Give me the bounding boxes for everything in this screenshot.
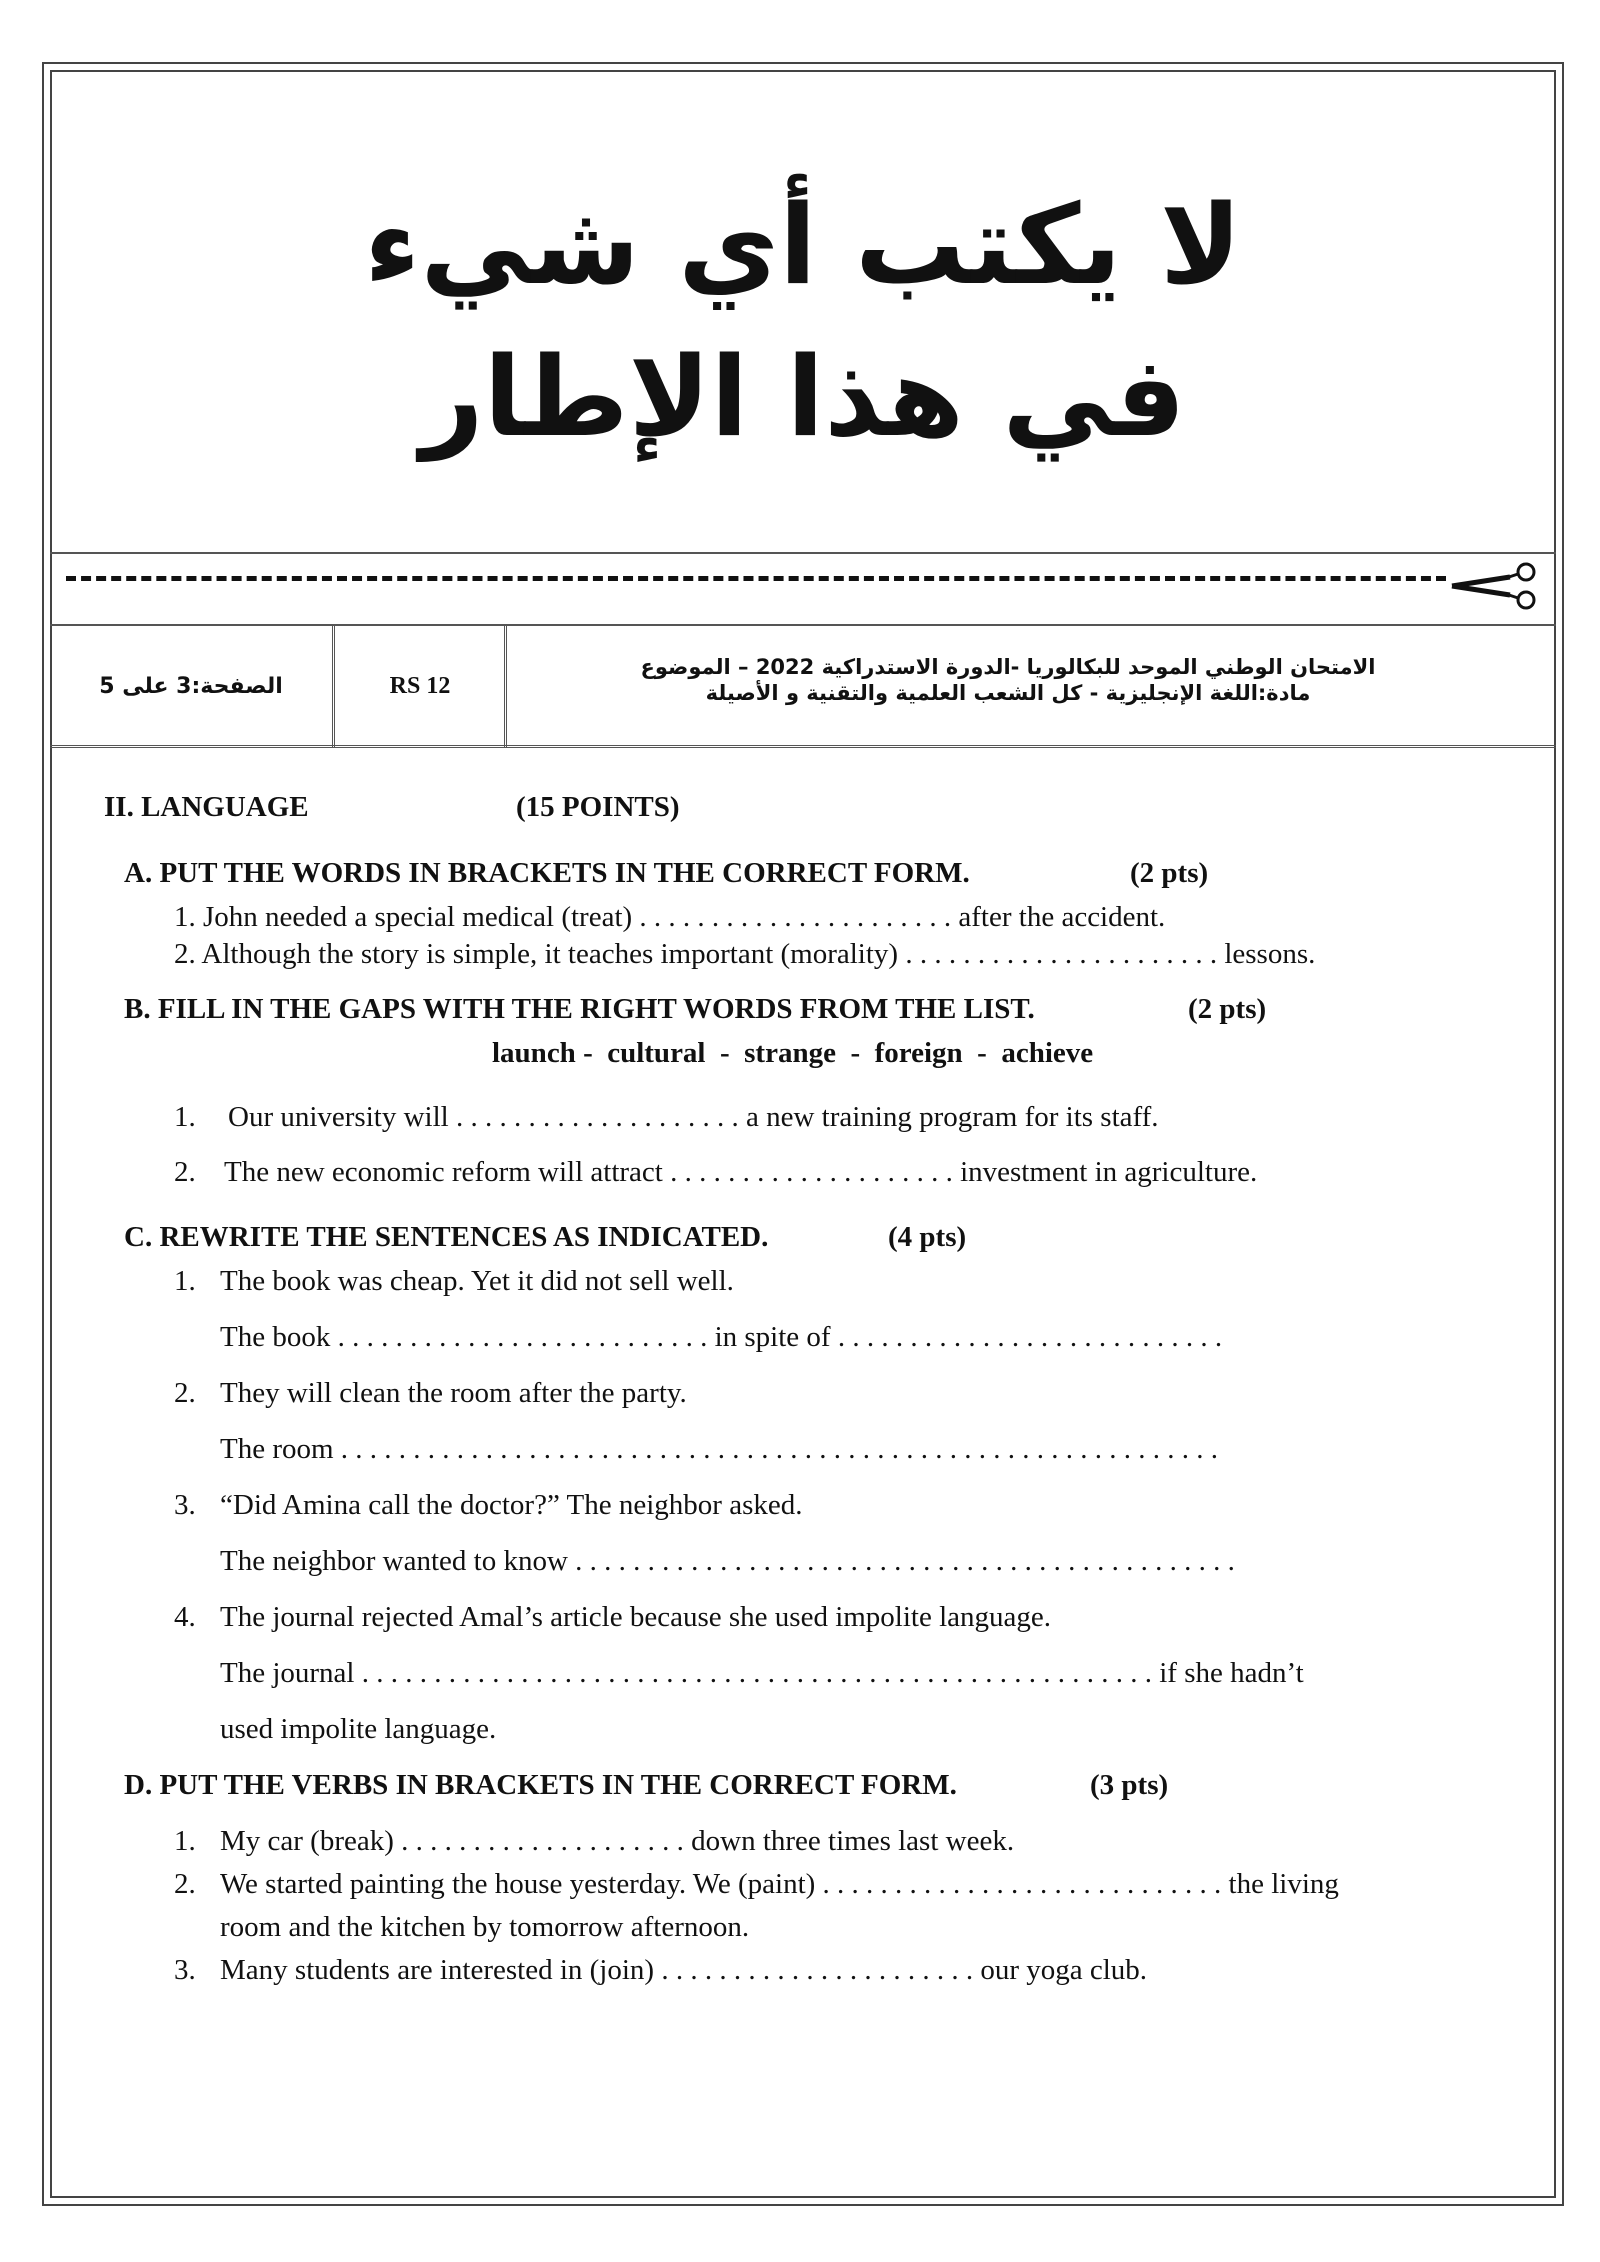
scissors-icon <box>1448 562 1538 610</box>
part-c-item-2-number: 2. <box>174 1377 196 1409</box>
part-c-item-4-answer-continued: used impolite language. <box>220 1713 497 1745</box>
cut-strip-top-border <box>50 552 1556 554</box>
part-d-item-2-number: 2. <box>174 1868 196 1900</box>
exam-title <box>508 654 1508 706</box>
part-d-item-3: Many students are interested in (join) . . . . . . . . . . . . . . . . . . . . . . our yoga club. <box>220 1954 1148 1986</box>
part-d-points: (3 pts) <box>1090 1769 1169 1801</box>
part-d-title: D. PUT THE VERBS IN BRACKETS IN THE CORRECT FORM. <box>124 1769 957 1801</box>
part-a-item-1: 1. John needed a special medical (treat) . . . . . . . . . . . . . . . . . . . . . . after the accident. <box>174 901 1166 933</box>
no-write-notice-line1: لا يكتب أي شيء <box>364 181 1242 309</box>
part-d-item-3-number: 3. <box>174 1954 196 1986</box>
part-c-item-1-answer: The book . . . . . . . . . . . . . . . . . . . . . . . . . . in spite of . . . . . . . . . . . . . . . . . . . . . . . . . . . <box>220 1321 1223 1353</box>
part-b-title: B. FILL IN THE GAPS WITH THE RIGHT WORDS FROM THE LIST. <box>124 993 1035 1025</box>
section-title: II. LANGUAGE <box>104 791 309 823</box>
exam-title-line2: مادة:اللغة الإنجليزية - كل الشعب العلمية والتقنية و الأصيلة <box>705 681 1311 705</box>
part-c-item-4-number: 4. <box>174 1601 196 1633</box>
part-b-points: (2 pts) <box>1188 993 1267 1025</box>
part-c-item-4-sentence: The journal rejected Amal’s article because she used impolite language. <box>220 1601 1052 1633</box>
part-a-title: A. PUT THE WORDS IN BRACKETS IN THE CORRECT FORM. <box>124 857 970 889</box>
part-d-item-1-number: 1. <box>174 1825 196 1857</box>
no-write-notice-line2: في هذا الإطار <box>420 333 1186 461</box>
part-d-item-2-continued: room and the kitchen by tomorrow afternoon. <box>220 1911 750 1943</box>
part-c-points: (4 pts) <box>888 1221 967 1253</box>
part-c-item-1-sentence: The book was cheap. Yet it did not sell well. <box>220 1265 734 1297</box>
part-a-points: (2 pts) <box>1130 857 1209 889</box>
part-d-item-1: My car (break) . . . . . . . . . . . . . . . . . . . . down three times last week. <box>220 1825 1015 1857</box>
part-c-item-3-sentence: “Did Amina call the doctor?” The neighbor asked. <box>220 1489 803 1521</box>
section-points: (15 POINTS) <box>516 791 680 823</box>
part-c-title: C. REWRITE THE SENTENCES AS INDICATED. <box>124 1221 769 1253</box>
part-b-item-2: The new economic reform will attract . . . . . . . . . . . . . . . . . . . . investment in agriculture. <box>224 1156 1258 1188</box>
part-a-item-2: 2. Although the story is simple, it teaches important (morality) . . . . . . . . . . . . . . . . . . . . . . lessons. <box>174 938 1316 970</box>
part-c-item-3-answer: The neighbor wanted to know . . . . . . . . . . . . . . . . . . . . . . . . . . . . . . . . . . . . . . . . . . . . . . <box>220 1545 1235 1577</box>
header-divider <box>332 624 335 748</box>
part-b-item-2-number: 2. <box>174 1156 196 1188</box>
part-c-item-3-number: 3. <box>174 1489 196 1521</box>
part-c-item-2-answer: The room . . . . . . . . . . . . . . . . . . . . . . . . . . . . . . . . . . . . . . . . . . . . . . . . . . . . . . . . . . . . . <box>220 1433 1219 1465</box>
part-b-word-list: launch - cultural - strange - foreign - achieve <box>492 1037 1094 1069</box>
part-c-item-4-answer: The journal . . . . . . . . . . . . . . . . . . . . . . . . . . . . . . . . . . . . . . . . . . . . . . . . . . . . . . . if she hadn’t <box>220 1657 1304 1689</box>
exam-header <box>50 624 1556 748</box>
part-d-item-2: We started painting the house yesterday. We (paint) . . . . . . . . . . . . . . . . . . . . . . . . . . . . the living <box>220 1868 1339 1900</box>
part-c-item-2-sentence: They will clean the room after the party. <box>220 1377 687 1409</box>
page-number-label: الصفحة:3 على 5 <box>99 673 283 699</box>
cut-dashed-line <box>66 576 1446 581</box>
part-c-item-1-number: 1. <box>174 1265 196 1297</box>
exam-code: RS 12 <box>389 672 451 699</box>
exam-title-line1: الامتحان الوطني الموحد للبكالوريا -الدورة الاستدراكية 2022 – الموضوع <box>640 655 1376 679</box>
no-write-zone <box>52 72 1554 552</box>
header-divider <box>504 624 507 748</box>
part-b-item-1-number: 1. <box>174 1101 196 1133</box>
part-b-item-1: Our university will . . . . . . . . . . . . . . . . . . . . a new training program for its staff. <box>228 1101 1159 1133</box>
